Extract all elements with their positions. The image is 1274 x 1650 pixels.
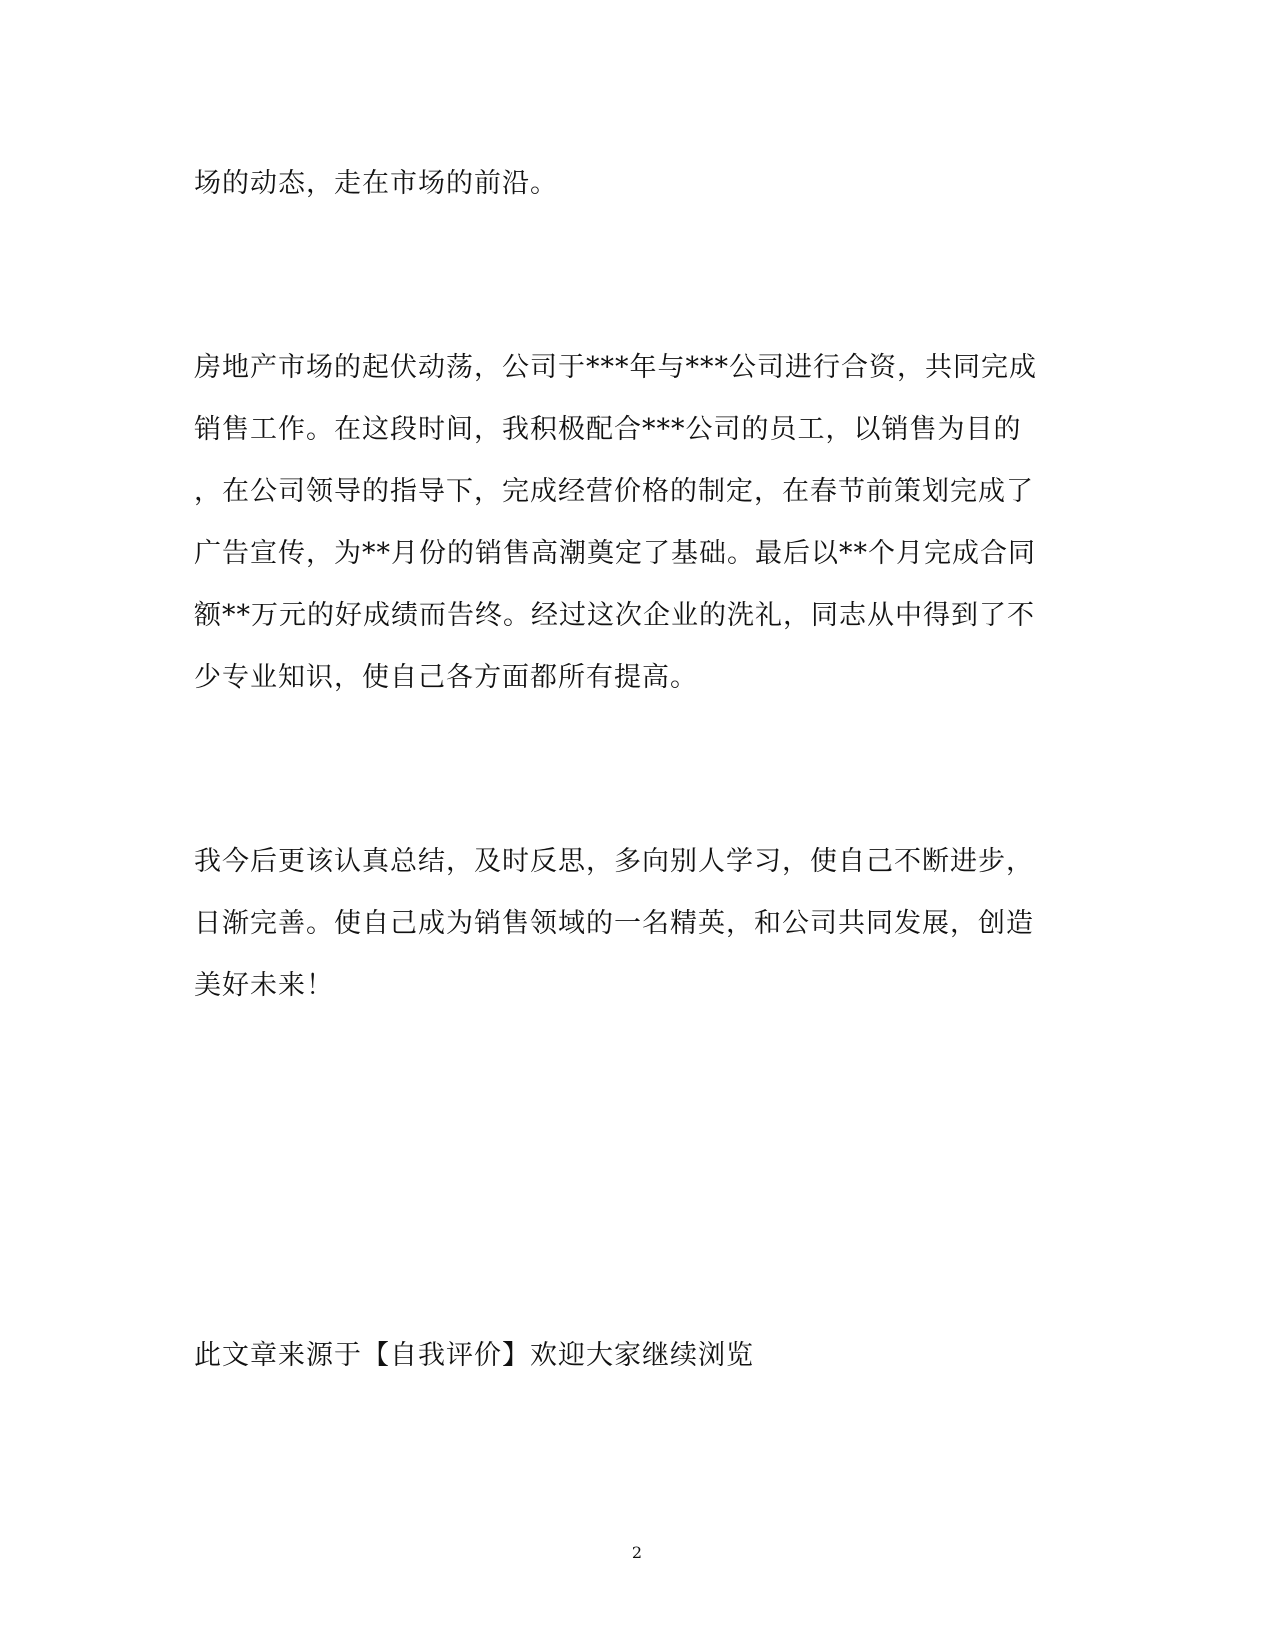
paragraph-line: ，在公司领导的指导下，完成经营价格的制定，在春节前策划完成了	[194, 476, 1034, 507]
paragraph-line: 美好未来！	[194, 970, 334, 1001]
paragraph-line: 少专业知识，使自己各方面都所有提高。	[194, 662, 698, 693]
source-note: 此文章来源于【自我评价】欢迎大家继续浏览	[194, 1340, 754, 1371]
paragraph-line: 我今后更该认真总结，及时反思，多向别人学习，使自己不断进步，	[194, 846, 1034, 877]
paragraph-line: 房地产市场的起伏动荡，公司于***年与***公司进行合资，共同完成	[194, 352, 1037, 383]
paragraph-line: 场的动态，走在市场的前沿。	[194, 168, 558, 199]
paragraph-line: 广告宣传，为**月份的销售高潮奠定了基础。最后以**个月完成合同	[194, 538, 1036, 569]
paragraph-line: 日渐完善。使自己成为销售领域的一名精英，和公司共同发展，创造	[194, 908, 1034, 939]
page-number: 2	[631, 1543, 643, 1562]
paragraph-line: 销售工作。在这段时间，我积极配合***公司的员工，以销售为目的	[194, 414, 1022, 445]
paragraph-line: 额**万元的好成绩而告终。经过这次企业的洗礼，同志从中得到了不	[194, 600, 1035, 631]
